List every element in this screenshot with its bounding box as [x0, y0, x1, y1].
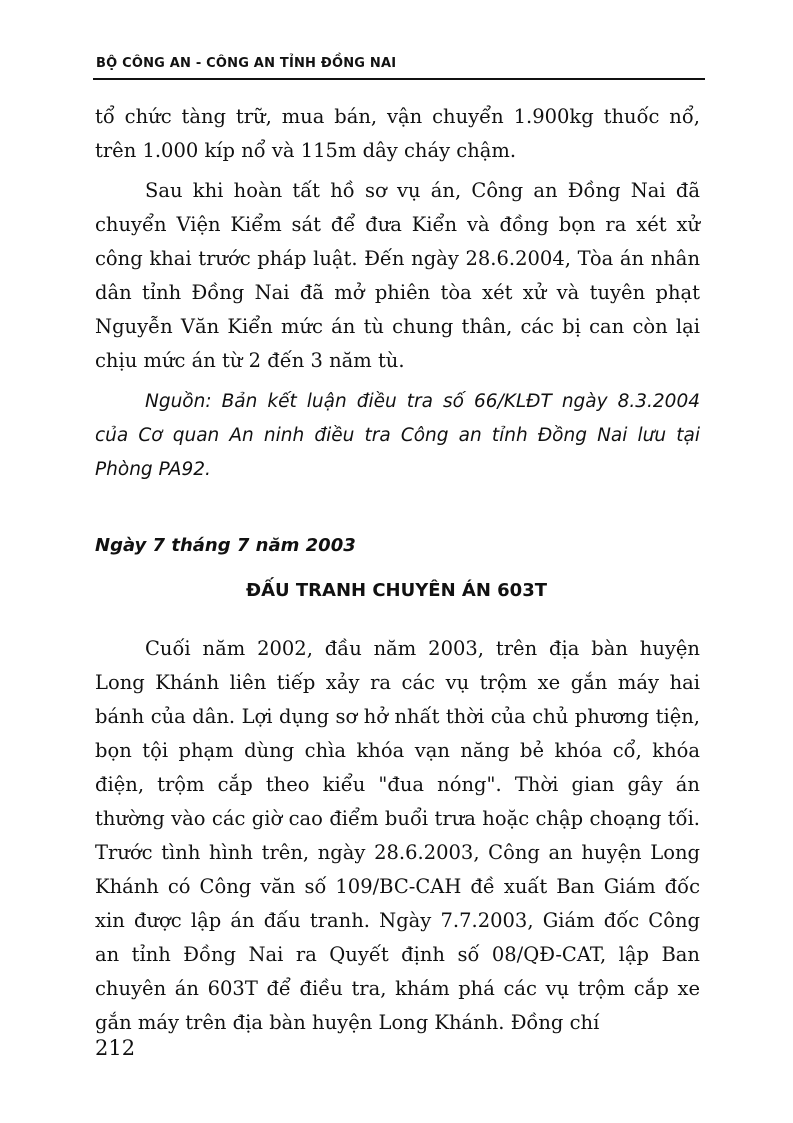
trial-paragraph: Sau khi hoàn tất hồ sơ vụ án, Công an Đồng Nai đã chuyển Viện Kiểm sát để đưa Kiển và đồng bọn ra xét xử công khai trước pháp luật. Đến ngày 28.6.2004, Tòa án nhân dân tỉnh Đồng Nai đã mở phiên tòa xét xử và tuyên phạt Nguyễn Văn Kiển mức án tù chung thân, các bị can còn lại chịu mức án từ 2 đến 3 năm tù.	[95, 179, 700, 372]
page-number: 212	[95, 1036, 136, 1060]
continued-paragraph: tổ chức tàng trữ, mua bán, vận chuyển 1.900kg thuốc nổ, trên 1.000 kíp nổ và 115m dây cháy chậm.	[95, 105, 700, 162]
running-header: BỘ CÔNG AN - CÔNG AN TỈNH ĐỒNG NAI	[96, 56, 397, 71]
section-paragraph: Cuối năm 2002, đầu năm 2003, trên địa bàn huyện Long Khánh liên tiếp xảy ra các vụ trộm xe gắn máy hai bánh của dân. Lợi dụng sơ hở nhất thời của chủ phương tiện, bọn tội phạm dùng chìa khóa vạn năng bẻ khóa cổ, khóa điện, trộm cắp theo kiểu "đua nóng". Thời gian gây án thường vào các giờ cao điểm buổi trưa hoặc chập choạng tối. Trước tình hình trên, ngày 28.6.2003, Công an huyện Long Khánh có Công văn số 109/BC-CAH đề xuất Ban Giám đốc xin được lập án đấu tranh. Ngày 7.7.2003, Giám đốc Công an tỉnh Đồng Nai ra Quyết định số 08/QĐ-CAT, lập Ban chuyên án 603T để điều tra, khám phá các vụ trộm cắp xe gắn máy trên địa bàn huyện Long Khánh. Đồng chí	[95, 637, 700, 1034]
section-text-block	[95, 632, 700, 1040]
continued-text-block	[95, 100, 700, 378]
source-note: Nguồn: Bản kết luận điều tra số 66/KLĐT ngày 8.3.2004 của Cơ quan An ninh điều tra Công an tỉnh Đồng Nai lưu tại Phòng PA92.	[95, 391, 700, 480]
section-title: ĐẤU TRANH CHUYÊN ÁN 603T	[245, 580, 548, 601]
section-date: Ngày 7 tháng 7 năm 2003	[95, 535, 356, 556]
header-rule	[93, 78, 705, 80]
